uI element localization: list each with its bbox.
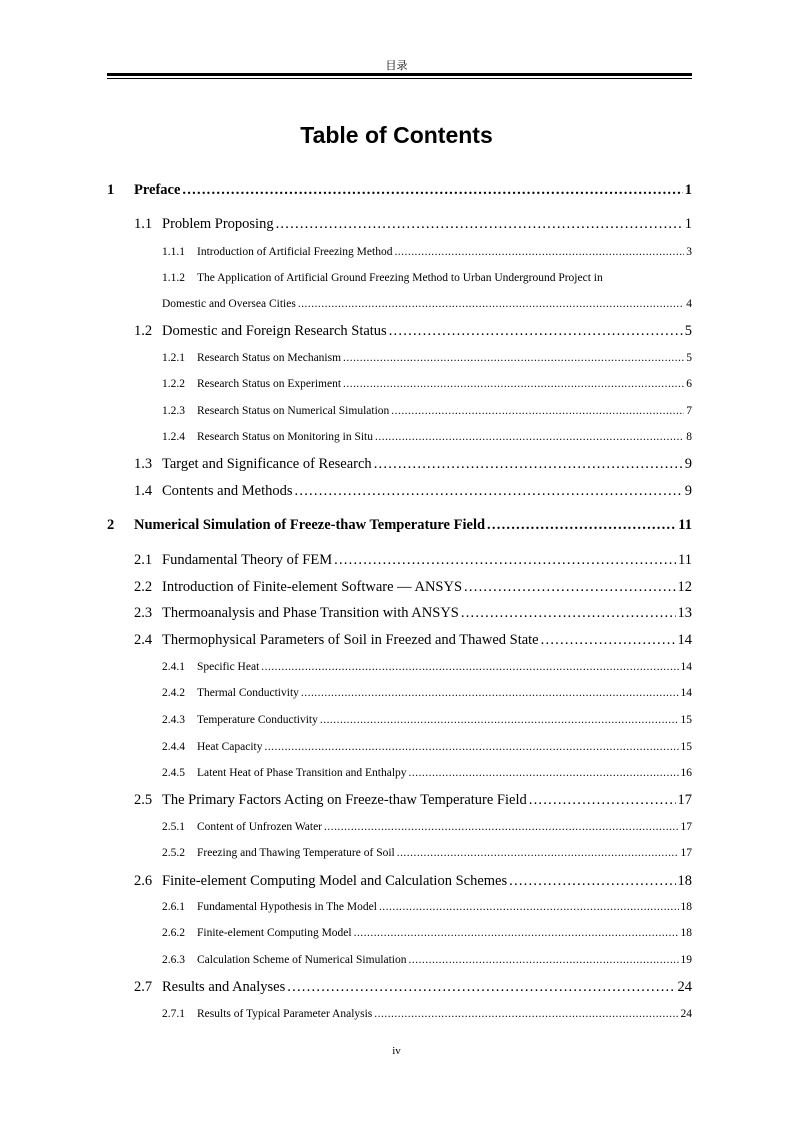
toc-entry-number: 1 <box>107 182 115 198</box>
toc-entry-title: Domestic and Foreign Research Status <box>162 323 387 339</box>
toc-entry-2-4-5 <box>162 767 692 779</box>
toc-entry-2-4-1 <box>162 661 692 673</box>
leader-dots <box>320 714 679 726</box>
toc-entry-number: 2.4.1 <box>162 661 185 673</box>
toc-entry-2-4 <box>134 632 692 649</box>
leader-dots <box>182 182 682 199</box>
toc-entry-title: Research Status on Experiment <box>197 378 342 390</box>
toc-entry-page: 8 <box>686 431 692 443</box>
page-number: iv <box>392 1045 401 1057</box>
leader-dots <box>287 979 675 996</box>
leader-dots <box>298 298 684 310</box>
leader-dots <box>409 767 679 779</box>
toc-entry-number: 2.7.1 <box>162 1008 185 1020</box>
toc-entry-page: 17 <box>677 792 692 808</box>
leader-dots <box>529 792 676 809</box>
toc-entry-page: 18 <box>677 873 692 889</box>
toc-entry-2-7 <box>134 979 692 996</box>
leader-dots <box>509 873 675 890</box>
toc-entry-number: 2.5.2 <box>162 847 185 859</box>
leader-dots <box>541 632 676 649</box>
toc-entry-number: 2.6.1 <box>162 901 185 913</box>
toc-entry-page: 5 <box>686 352 692 364</box>
leader-dots <box>324 821 678 833</box>
toc-entry-title: Calculation Scheme of Numerical Simulation <box>197 954 407 966</box>
toc-entry-title: Content of Unfrozen Water <box>197 821 323 833</box>
toc-entry-number: 2.2 <box>134 579 153 595</box>
toc-entry-title: Problem Proposing <box>162 216 274 232</box>
toc-entry-number: 1.1.1 <box>162 246 185 258</box>
toc-entry-number: 2.4.5 <box>162 767 185 779</box>
leader-dots <box>354 927 679 939</box>
toc-entry-page: 19 <box>680 954 692 966</box>
toc-entry-title: Freezing and Thawing Temperature of Soil <box>197 847 395 859</box>
header-rule-thin <box>107 78 692 79</box>
toc-entry-page: 15 <box>680 714 692 726</box>
toc-entry-title: Finite-element Computing Model and Calculation Schemes <box>162 873 508 889</box>
toc-entry-2-6 <box>134 873 692 890</box>
toc-entry-page: 5 <box>684 323 692 339</box>
running-header: 目录 <box>385 59 408 72</box>
toc-entry-page: 9 <box>684 456 692 472</box>
toc-entry-2-4-4 <box>162 741 692 753</box>
leader-dots <box>264 741 678 753</box>
toc-entry-number: 2.6 <box>134 873 153 889</box>
leader-dots <box>261 661 678 673</box>
toc-entry-title: Thermophysical Parameters of Soil in Freezed and Thawed State <box>162 632 539 648</box>
toc-entry-1-1-1 <box>162 246 692 258</box>
toc-entry-1 <box>107 182 692 199</box>
toc-entry-title: Numerical Simulation of Freeze-thaw Temperature Field <box>134 517 486 533</box>
toc-entry-title: Target and Significance of Research <box>162 456 372 472</box>
header-rule-thick <box>107 73 692 76</box>
toc-entry-page: 11 <box>678 517 692 533</box>
toc-entry-page: 14 <box>680 687 692 699</box>
toc-entry-page: 17 <box>680 847 692 859</box>
toc-entry-1-2-2 <box>162 378 692 390</box>
toc-entry-page: 24 <box>677 979 692 995</box>
toc-entry-2-5 <box>134 792 692 809</box>
toc-entry-number: 1.1.2 <box>162 272 185 284</box>
toc-entry-1-2-1 <box>162 352 692 364</box>
toc-entry-number: 2.1 <box>134 552 153 568</box>
toc-entry-page: 12 <box>677 579 692 595</box>
toc-entry-1-2 <box>134 323 692 340</box>
toc-entry-title: Results of Typical Parameter Analysis <box>197 1008 373 1020</box>
leader-dots <box>461 605 676 622</box>
toc-entry-1-3 <box>134 456 692 473</box>
page-title: Table of Contents <box>300 122 493 148</box>
toc-entry-number: 2.6.3 <box>162 954 185 966</box>
toc-entry-2-6-2 <box>162 927 692 939</box>
leader-dots <box>301 687 679 699</box>
toc-entry-page: 17 <box>680 821 692 833</box>
toc-entry-number: 2 <box>107 517 115 533</box>
toc-entry-page: 18 <box>680 901 692 913</box>
toc-entry-1-1 <box>134 216 692 233</box>
toc-entry-2-4-3 <box>162 714 692 726</box>
toc-entry-number: 1.2 <box>134 323 153 339</box>
toc-entry-page: 14 <box>680 661 692 673</box>
toc-entry-2-6-3 <box>162 954 692 966</box>
toc-entry-title-continued: Domestic and Oversea Cities <box>162 298 296 310</box>
leader-dots <box>391 405 684 417</box>
leader-dots <box>374 456 683 473</box>
toc-entry-2-6-1 <box>162 901 692 913</box>
toc-entry-page: 18 <box>680 927 692 939</box>
toc-entry-number: 1.3 <box>134 456 153 472</box>
toc-entry-number: 2.4.3 <box>162 714 185 726</box>
toc-entry-title: Fundamental Hypothesis in The Model <box>197 901 377 913</box>
toc-entry-number: 2.6.2 <box>162 927 185 939</box>
toc-entry-page: 24 <box>680 1008 692 1020</box>
toc-entry-number: 1.2.4 <box>162 431 185 443</box>
toc-entry-1-2-4 <box>162 431 692 443</box>
toc-entry-number: 1.2.3 <box>162 405 185 417</box>
toc-entry-2 <box>107 517 692 534</box>
leader-dots <box>276 216 683 233</box>
toc-entry-number: 2.3 <box>134 605 153 621</box>
toc-entry-1-1-2-line2 <box>162 298 692 310</box>
toc-entry-title: Specific Heat <box>197 661 260 673</box>
toc-entry-title: Preface <box>134 182 181 198</box>
leader-dots <box>295 483 683 500</box>
toc-entry-page: 6 <box>686 378 692 390</box>
toc-entry-number: 1.1 <box>134 216 153 232</box>
toc-entry-page: 14 <box>677 632 692 648</box>
toc-entry-page: 7 <box>686 405 692 417</box>
toc-entry-title: Thermal Conductivity <box>197 687 299 699</box>
leader-dots <box>374 1008 678 1020</box>
leader-dots <box>394 246 684 258</box>
toc-entry-page: 16 <box>680 767 692 779</box>
leader-dots <box>409 954 679 966</box>
toc-entry-title: Introduction of Artificial Freezing Method <box>197 246 393 258</box>
toc-entry-page: 1 <box>684 216 692 232</box>
toc-entry-number: 2.5 <box>134 792 153 808</box>
toc-entry-1-4 <box>134 483 692 500</box>
toc-entry-number: 1.4 <box>134 483 153 499</box>
toc-entry-2-4-2 <box>162 687 692 699</box>
toc-entry-title: The Application of Artificial Ground Freezing Method to Urban Underground Project in <box>197 272 603 284</box>
toc-entry-title: Contents and Methods <box>162 483 293 499</box>
toc-entry-title: Results and Analyses <box>162 979 286 995</box>
toc-entry-title: The Primary Factors Acting on Freeze-thaw Temperature Field <box>162 792 527 808</box>
leader-dots <box>464 579 675 596</box>
toc-entry-number: 2.4.2 <box>162 687 185 699</box>
toc-entry-title: Thermoanalysis and Phase Transition with ANSYS <box>162 605 459 621</box>
toc-entry-number: 1.2.2 <box>162 378 185 390</box>
toc-entry-title: Temperature Conductivity <box>197 714 318 726</box>
toc-entry-title: Fundamental Theory of FEM <box>162 552 333 568</box>
toc-entry-title: Research Status on Mechanism <box>197 352 342 364</box>
leader-dots <box>343 378 684 390</box>
toc-entry-title: Heat Capacity <box>197 741 263 753</box>
toc-entry-page: 3 <box>686 246 692 258</box>
toc-entry-page: 9 <box>684 483 692 499</box>
toc-entry-title: Introduction of Finite-element Software — ANSYS <box>162 579 463 595</box>
toc-entry-number: 1.2.1 <box>162 352 185 364</box>
toc-entry-2-7-1 <box>162 1008 692 1020</box>
toc-entry-page: 1 <box>684 182 692 198</box>
toc-entry-2-5-1 <box>162 821 692 833</box>
toc-entry-2-2 <box>134 579 692 596</box>
leader-dots <box>343 352 684 364</box>
toc-entry-2-3 <box>134 605 692 622</box>
toc-entry-number: 2.7 <box>134 979 153 995</box>
toc-entry-title: Research Status on Numerical Simulation <box>197 405 390 417</box>
leader-dots <box>487 517 676 534</box>
leader-dots <box>397 847 679 859</box>
toc-entry-2-1 <box>134 552 692 569</box>
toc-entry-1-2-3 <box>162 405 692 417</box>
toc-entry-title: Finite-element Computing Model <box>197 927 352 939</box>
toc-entry-1-1-2-line1 <box>162 272 692 284</box>
leader-dots <box>379 901 679 913</box>
leader-dots <box>334 552 676 569</box>
toc-entry-title: Research Status on Monitoring in Situ <box>197 431 374 443</box>
toc-entry-page: 4 <box>686 298 692 310</box>
toc-entry-2-5-2 <box>162 847 692 859</box>
leader-dots <box>389 323 683 340</box>
toc-entry-page: 15 <box>680 741 692 753</box>
toc-entry-number: 2.5.1 <box>162 821 185 833</box>
toc-entry-number: 2.4 <box>134 632 153 648</box>
toc-entry-page: 13 <box>677 605 692 621</box>
leader-dots <box>375 431 684 443</box>
toc-entry-number: 2.4.4 <box>162 741 185 753</box>
toc-entry-page: 11 <box>678 552 692 568</box>
toc-entry-title: Latent Heat of Phase Transition and Enthalpy <box>197 767 407 779</box>
